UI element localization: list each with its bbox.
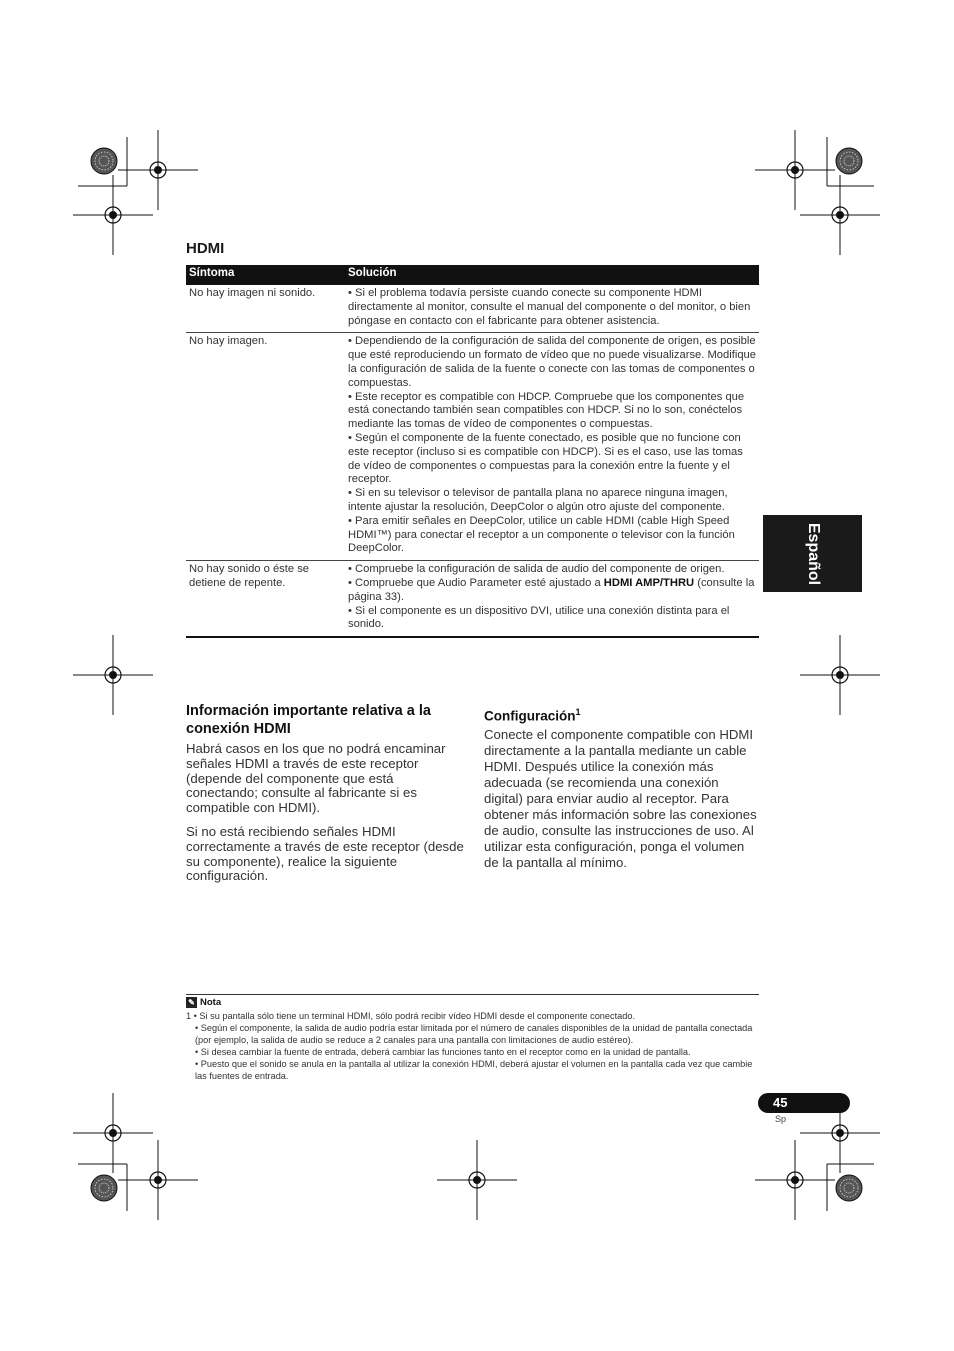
page-language-code: Sp (775, 1114, 787, 1124)
solution-text: (consulte la página 33). (348, 576, 755, 603)
symptom-cell: No hay imagen. (186, 333, 345, 561)
symptom-cell: No hay sonido o éste se detiene de repente. (186, 561, 345, 637)
troubleshooting-table (186, 265, 759, 638)
note-line: • Puesto que el sonido se anula en la pantalla al utilizar la conexión HDMI, deberá ajustar el volumen en la pantalla cada vez que cambie las fuentes de entrada. (195, 1059, 753, 1081)
note-divider (186, 994, 759, 995)
footnote-ref: 1 (575, 707, 581, 717)
note-heading (186, 997, 221, 1008)
solution-text: • Compruebe que Audio Parameter esté ajustado a (348, 576, 604, 589)
table-row (186, 285, 759, 333)
paragraph: Conecte el componente compatible con HDMI directamente a la pantalla mediante un cable HDMI. Después utilice la conexión más adecuada (se recomienda una conexión digital) para enviar audio al receptor. Para obtener más información sobre las conexiones de audio, consulte las instrucciones de uso. Al utilizar esta configuración, ponga el volumen de la pantalla al mínimo. (484, 726, 757, 870)
page-number-badge (758, 1093, 850, 1113)
section-title: HDMI (186, 240, 225, 257)
solution-line: • Si el componente es un dispositivo DVI, utilice una conexión distinta para el sonido. (348, 604, 730, 631)
solution-line: • Si en su televisor o televisor de pantalla plana no aparece ninguna imagen, intente ajustar la resolución, DeepColor o algún otro ajuste del componente. (348, 487, 728, 513)
symptom-cell: No hay imagen ni sonido. (186, 285, 345, 333)
solution-line: • Si el problema todavía persiste cuando conecte su componente HDMI directamente al monitor, consulte el manual del componente o del monitor, o bien póngase en contacto con el fabricante para obtener asistencia. (348, 287, 751, 327)
note-label: Nota (200, 997, 222, 1008)
note-icon: ✎ (186, 997, 197, 1008)
solution-line: • Para emitir señales en DeepColor, utilice un cable HDMI (cable High Speed HDMI™) para conectar el receptor a un componente o televisor con la función DeepColor. (348, 514, 735, 555)
solution-line: • Según el componente de la fuente conectado, es posible que no funcione con este receptor (incluso si es compatible con HDCP). Si es el caso, use las tomas de vídeo de componentes o compuestas para la conexión entre la fuente y el receptor. (348, 431, 743, 486)
solution-cell (345, 561, 759, 637)
left-column (186, 702, 468, 893)
right-column (484, 704, 760, 871)
right-heading-text: Configuración (484, 708, 576, 724)
solution-line: • Compruebe la configuración de salida de audio del componente de origen. (348, 563, 725, 576)
paragraph: Si no está recibiendo señales HDMI correctamente a través de este receptor (desde su componente), realice la siguiente configuración. (186, 823, 464, 884)
note-line: • Si desea cambiar la fuente de entrada, deberá cambiar las funciones tanto en el receptor como en la unidad de pantalla. (195, 1047, 691, 1057)
solution-line: • Dependiendo de la configuración de salida del componente de origen, es posible que esté reproduciendo un formato de vídeo que no puede visualizarse. Modifique la configuración de salida de la fuente o conecte con las tomas de componentes o compuestas. (348, 335, 756, 389)
setting-name: HDMI AMP/THRU (603, 576, 695, 589)
page-number: 45 (773, 1095, 788, 1110)
table-row (186, 333, 759, 561)
notes-block (186, 1010, 761, 1082)
language-label: Español (804, 522, 822, 585)
header-solution: Solución (345, 265, 759, 285)
table-row (186, 561, 759, 637)
note-line: 1 • Si su pantalla sólo tiene un terminal HDMI, sólo podrá recibir vídeo HDMI desde el componente conectado. (186, 1011, 636, 1021)
right-heading (484, 704, 760, 725)
solution-line (348, 577, 756, 605)
language-tab (763, 515, 862, 592)
solution-cell (345, 285, 759, 333)
left-heading: Información importante relativa a la conexión HDMI (186, 703, 431, 737)
header-symptom: Síntoma (186, 265, 345, 285)
table-header-row (186, 265, 759, 285)
solution-line: • Este receptor es compatible con HDCP. Compruebe que los componentes que está conectando también sean compatibles con HDCP. Si no lo son, conéctelos mediante las tomas de vídeo de componentes o compuestas. (348, 390, 745, 431)
paragraph: Habrá casos en los que no podrá encaminar señales HDMI a través de este receptor (depende del componente que está conectando; consulte al fabricante si es compatible con HDMI). (186, 741, 446, 816)
solution-cell (345, 333, 759, 561)
note-line: • Según el componente, la salida de audio podría estar limitada por el número de canales disponibles de la unidad de pantalla conectada (por ejemplo, la salida de audio se reduce a 2 canales para una pantalla con limitaciones de audio estéreo). (195, 1023, 753, 1045)
